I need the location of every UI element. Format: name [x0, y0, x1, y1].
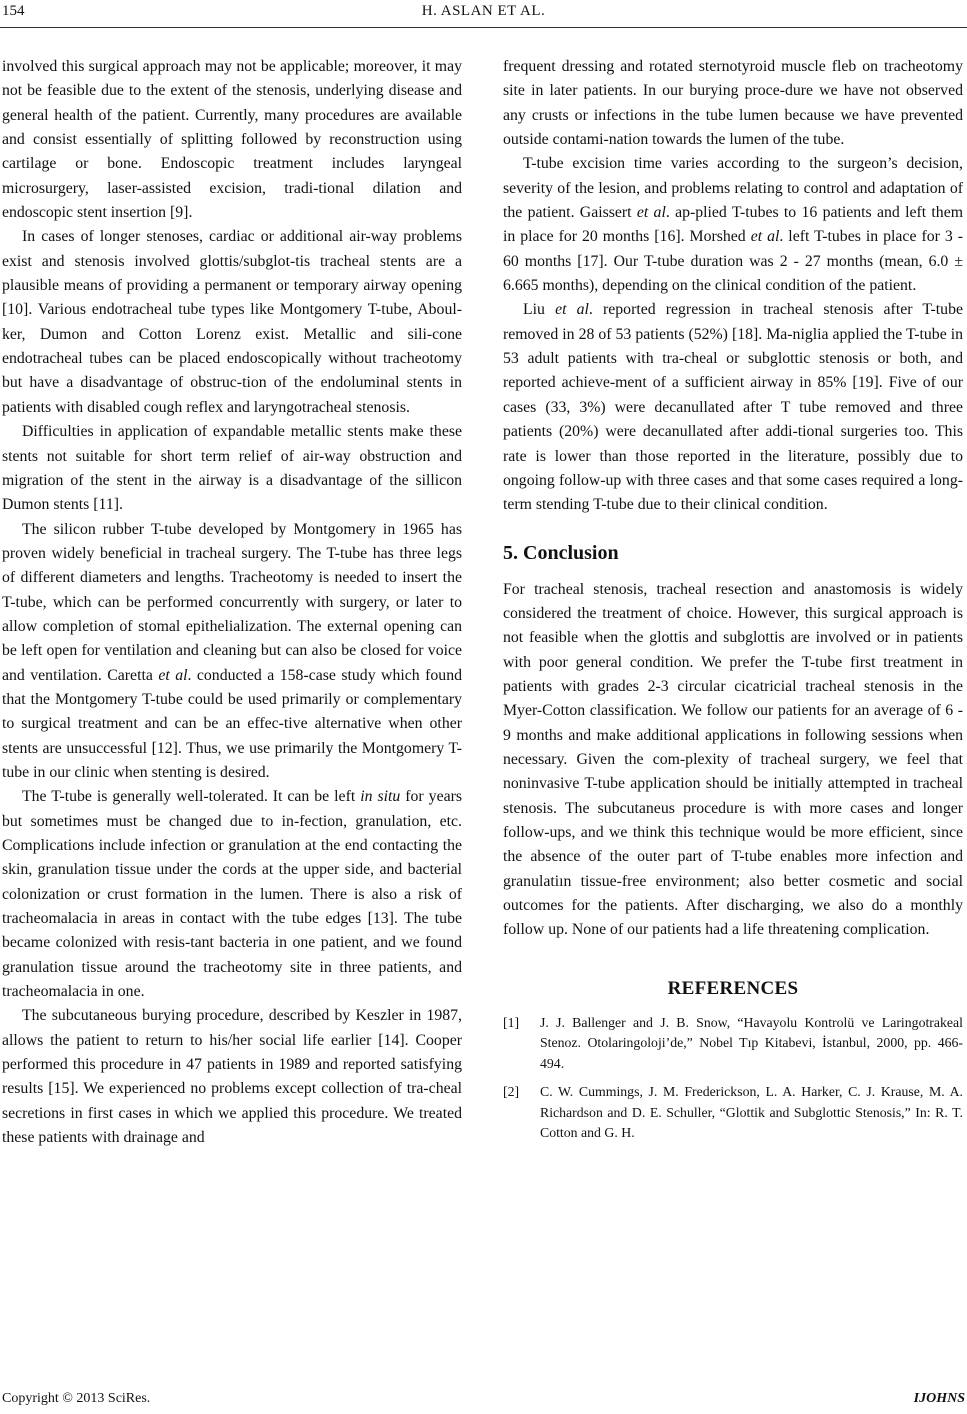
text-span: . conducted a 158-case study which found that the Montgomery T-tube could be used primarily or complementary to surgical treatment and can be an effec-tive alternative when other stents are unsuccessful [12]. Thus, we use primarily the Montgomery T-tube in our clinic when stenting is desired.	[2, 666, 462, 781]
references-heading: REFERENCES	[667, 977, 799, 999]
conclusion-paragraph: For tracheal stenosis, tracheal resection and anastomosis is widely considered the treatment of choice. However, this surgical approach is not feasible when the glottis and subglottis are involved or in patients with poor general condition. We prefer the T-tube first treatment in patients with grades 2-3 circular cicatricial tracheal stenosis in the Myer-Cotton classification. We follow our patients for an average of 6 - 9 months and make additional applications in following sessions when necessary. Given the com-plexity of tracheal surgery, we feel that noninvasive T-tube application should be initially attempted in tracheal stenosis. The subcutaneus procedure is with more cases and longer follow-ups, and we think this technique would be more efficient, since the absence of the outer part of T-tube enables more infection and granulatiın tissue-free environment; also better cosmetic and social outcomes for the patients. After discharging, we also do a monthly follow up. None of our patients had a life threatening complication.	[503, 580, 963, 939]
text-span: . ap-plied T-tubes to 16 patients and left them in place for 20 months [16]. Morshed	[503, 204, 964, 246]
text-span: The silicon rubber T-tube developed by Montgomery in 1965 has proven widely beneficial in tracheal surgery. The T-tube has three legs of different diameters and lengths. Tracheotomy is needed to insert the T-tube, which can be performed concurrently with surgery, or later to allow completion of stomal epithelialization. The external opening can be left open for ventilation and cleaning but can also be closed for voice and ventilation. Caretta	[2, 520, 462, 684]
journal-name: IJOHNS	[913, 1391, 965, 1406]
paragraph	[2, 518, 462, 786]
paragraph	[503, 298, 963, 517]
text-span: The T-tube is generally well-tolerated. It can be left	[22, 788, 361, 806]
italic-in-situ: in situ	[360, 788, 401, 806]
reference-item	[503, 1082, 963, 1144]
paragraph: The subcutaneous burying procedure, described by Keszler in 1987, allows the patient to return to his/her social life earlier [14]. Cooper performed this procedure in 47 patients in 1989 and reported satisfying results [15]. We experienced no problems except collection of tra-cheal secretions in first cases in which we applied this procedure. We treated these patients with drainage and	[2, 1007, 462, 1147]
reference-text: J. J. Ballenger and J. B. Snow, “Havayolu Kontrolü ve Laringotrakeal Stenoz. Otolaringoloji’de,” Nobel Tıp Kitabevi, İstanbul, 2000, pp. 466-494.	[540, 1014, 963, 1071]
paragraph: involved this surgical approach may not be applicable; moreover, it may not be feasible due to the extent of the stenosis, underlying disease and general health of the patient. Currently, many procedures are available and consist essentially of splitting followed by reconstruction using cartilage or bone. Endoscopic treatment includes laryngeal microsurgery, laser-assisted excision, tradi-tional dilation and endoscopic stent insertion [9].	[2, 58, 462, 222]
running-title-authors: H. ASLAN ET AL.	[421, 3, 546, 19]
paragraph	[503, 152, 963, 298]
conclusion-heading: 5. Conclusion	[503, 541, 619, 564]
left-column	[2, 55, 462, 1150]
text-span: . reported regression in tracheal stenosis after T-tube removed in 28 of 53 patients (52%) [18]. Ma-niglia applied the T-tube in 53 adult patients with tra-cheal or subglottic stenosis or both, and reported achieve-ment of a sufficient airway in 85% [19]. Five of our cases (33, 3%) were decanullated after T tube removed and three patients (20%) were decanullated after addi-tional surgeries too. This rate is lower than those reported in the literature, possibly due to ongoing follow-up with three cases and that some cases required a long-term stending T-tube due to their clinical condition.	[503, 301, 963, 514]
text-span: for years but sometimes must be changed due to in-fection, granulation, etc. Complications include infection or granulation at the end contacting the skin, granulation tissue under the cords at the upper side, and bacterial colonization or crust formation in the lumen. There is also a risk of tracheomalacia in areas in contact with the tube edges [13]. The tube became colonized with resis-tant bacteria in one patient, and we found granulation tissue around the tracheotomy site in three patients, and tracheomalacia in one.	[2, 788, 462, 1001]
reference-number: [1]	[503, 1014, 520, 1030]
italic-et-al: et al	[158, 666, 188, 684]
right-column	[503, 55, 963, 1152]
copyright-notice: Copyright © 2013 SciRes.	[2, 1391, 151, 1406]
running-header	[0, 0, 967, 30]
italic-et-al: et al	[555, 301, 589, 319]
reference-number: [2]	[503, 1084, 520, 1100]
paragraph: frequent dressing and rotated sternotyroid muscle fleb on tracheotomy site in later patients. In our burying proce-dure we have not observed any crusts or infections in the tube lumen because we have prevented outside contami-nation towards the lumen of the tube.	[503, 58, 963, 149]
text-span: . left T-tubes in place for 3 - 60 months [17]. Our T-tube duration was 2 - 27 months (mean, 6.0 ± 6.665 months), depending on the clinical condition of the patient.	[503, 228, 963, 295]
text-span: T-tube excision time varies according to the surgeon’s decision, severity of the lesion, and problems relating to control and adaptation of the patient. Gaissert	[503, 155, 963, 222]
paragraph: In cases of longer stenoses, cardiac or additional air-way problems exist and stenosis involved glottis/subglot-tis tracheal stents are a plausible means of providing a permanent or temporary airway opening [10]. Various endotracheal tube types like Montgomery T-tube, Aboul-ker, Dumon and Cotton Lorenz exist. Metallic and sili-cone endotracheal tubes can be placed endoscopically without tracheotomy but have a disadvantage of obstruc-tion of the endoluminal stents in patients with disabled cough reflex and laryngotracheal stenosis.	[2, 228, 462, 416]
page-number: 154	[2, 3, 25, 19]
italic-et-al: et al	[636, 204, 666, 222]
paragraph: Difficulties in application of expandable metallic stents make these stents not suitable for short term relief of air-way obstruction and migration of the stent in the airway is a disadvantage of the sillicon Dumon stents [11].	[2, 423, 462, 514]
italic-et-al: et al	[750, 228, 780, 246]
reference-item	[503, 1013, 963, 1075]
paragraph	[2, 785, 462, 1004]
reference-text: C. W. Cummings, J. M. Frederickson, L. A. Harker, C. J. Krause, M. A. Richardson and D. E. Schuller, “Glottik and Subglottic Stenosis,” In: R. T. Cotton and G. H.	[540, 1084, 963, 1141]
text-span: Liu	[523, 301, 556, 319]
page-footer	[0, 1390, 967, 1410]
header-rule	[0, 27, 967, 28]
